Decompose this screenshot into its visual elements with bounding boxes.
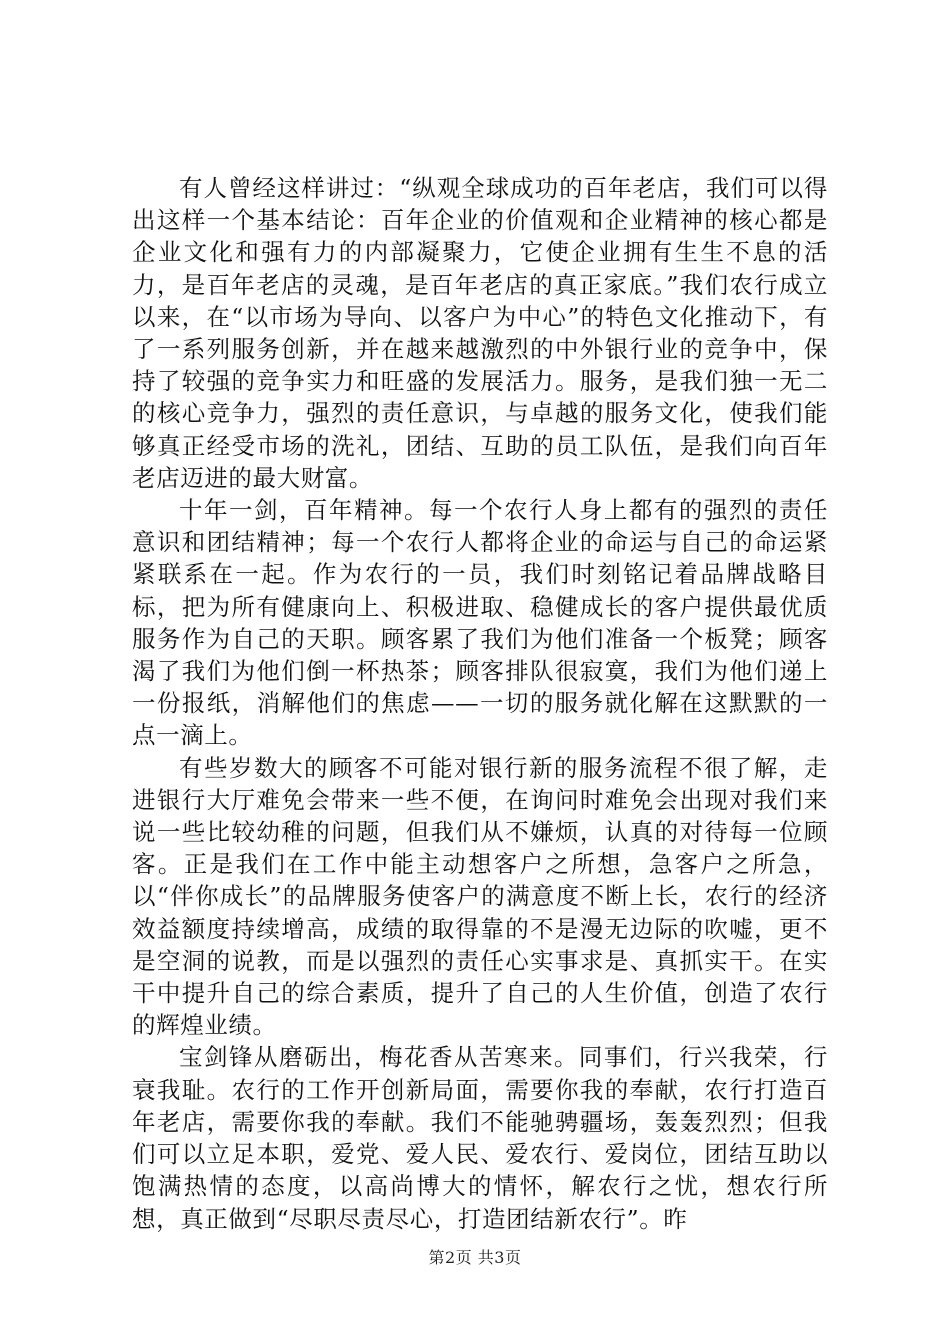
page-number-footer: 第2页 共3页: [428, 1248, 522, 1267]
paragraph-4: 宝剑锋从磨砺出，梅花香从苦寒来。同事们，行兴我荣，行衰我耻。农行的工作开创新局面，需要你我的奉献，农行打造百年老店，需要你我的奉献。我们不能驰骋疆场，轰轰烈烈；但我们可以立足本职，爱党、爱人民、爱农行、爱岗位，团结互助以饱满热情的态度，以高尚博大的情怀，解农行之忧，想农行所想，真正做到“尽职尽责尽心，打造团结新农行”。昨: [132, 1043, 828, 1233]
paragraph-2: 十年一剑，百年精神。每一个农行人身上都有的强烈的责任意识和团结精神；每一个农行人都将企业的命运与自己的命运紧紧联系在一起。作为农行的一员，我们时刻铭记着品牌战略目标，把为所有健康向上、积极进取、稳健成长的客户提供最优质服务作为自己的天职。顾客累了我们为他们准备一个板凳；顾客渴了我们为他们倒一杯热茶；顾客排队很寂寞，我们为他们递上一份报纸，消解他们的焦虑——一切的服务就化解在这默默的一点一滴上。: [132, 496, 828, 750]
paragraph-3: 有些岁数大的顾客不可能对银行新的服务流程不很了解，走进银行大厅难免会带来一些不便，在询问时难免会出现对我们来说一些比较幼稚的问题，但我们从不嫌烦，认真的对待每一位顾客。正是我们在工作中能主动想客户之所想，急客户之所急，以“伴你成长”的品牌服务使客户的满意度不断上长，农行的经济效益额度持续增高，成绩的取得靠的不是漫无边际的吹嘘，更不是空洞的说教，而是以强烈的责任心实事求是、真抓实干。在实干中提升自己的综合素质，提升了自己的人生价值，创造了农行的辉煌业绩。: [132, 753, 828, 1040]
paragraph-1: 有人曾经这样讲过：“纵观全球成功的百年老店，我们可以得出这样一个基本结论：百年企业的价值观和企业精神的核心都是企业文化和强有力的内部凝聚力，它使企业拥有生生不息的活力，是百年老店的灵魂，是百年老店的真正家底。”我们农行成立以来，在“以市场为导向、以客户为中心”的特色文化推动下，有了一系列服务创新，并在越来越激烈的中外银行业的竞争中，保持了较强的竞争实力和旺盛的发展活力。服务，是我们独一无二的核心竞争力，强烈的责任意识，与卓越的服务文化，使我们能够真正经受市场的洗礼，团结、互助的员工队伍，是我们向百年老店迈进的最大财富。: [132, 174, 828, 492]
document-body: [132, 172, 828, 1235]
